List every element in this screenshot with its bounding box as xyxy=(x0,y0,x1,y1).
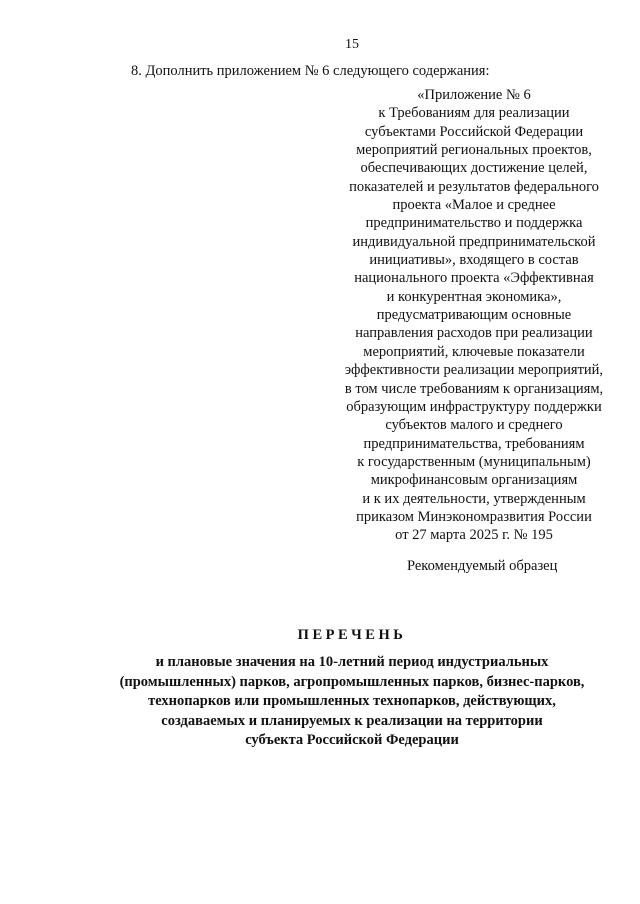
appendix-line: от 27 марта 2025 г. № 195 xyxy=(395,527,553,544)
appendix-line: направления расходов при реализации xyxy=(355,325,593,342)
appendix-line: приказом Минэкономразвития России xyxy=(356,508,592,525)
document-title: ПЕРЕЧЕНЬ xyxy=(297,627,407,643)
appendix-line: индивидуальной предпринимательской xyxy=(352,233,596,250)
appendix-line: показателей и результатов федерального xyxy=(349,178,599,195)
subtitle-line: субъекта Российской Федерации xyxy=(245,732,459,748)
page-number: 15 xyxy=(345,37,359,52)
appendix-line: мероприятий, ключевые показатели xyxy=(363,343,585,360)
subtitle-line: (промышленных) парков, агропромышленных парков, бизнес-парков, xyxy=(119,673,585,690)
appendix-line: и конкурентная экономика», xyxy=(386,288,562,305)
appendix-line: предпринимательства, требованиям xyxy=(363,435,585,452)
appendix-line: образующим инфраструктуру поддержки xyxy=(346,398,602,415)
appendix-line: мероприятий региональных проектов, xyxy=(356,142,592,159)
sample-label: Рекомендуемый образец xyxy=(407,558,558,574)
appendix-line: проекта «Малое и среднее xyxy=(392,197,556,214)
subtitle-line: технопарков или промышленных технопарков, действующих, xyxy=(148,693,556,709)
appendix-header xyxy=(336,86,612,545)
subtitle-line: создаваемых и планируемых к реализации на территории xyxy=(161,712,543,729)
appendix-line: микрофинансовым организациям xyxy=(370,472,578,489)
appendix-line: инициативы», входящего в состав xyxy=(369,252,579,269)
appendix-line: субъектами Российской Федерации xyxy=(364,123,584,140)
appendix-line: субъектов малого и среднего xyxy=(385,417,563,434)
appendix-line: к Требованиям для реализации xyxy=(378,105,570,122)
appendix-line: и к их деятельности, утвержденным xyxy=(362,490,586,507)
appendix-line: обеспечивающих достижение целей, xyxy=(360,160,588,177)
document-subtitle xyxy=(0,653,640,751)
appendix-line: предусматривающим основные xyxy=(376,307,572,324)
appendix-line: эффективности реализации мероприятий, xyxy=(344,362,604,379)
appendix-line: национального проекта «Эффективная xyxy=(354,270,594,287)
appendix-line: к государственным (муниципальным) xyxy=(357,453,591,470)
appendix-line: «Приложение № 6 xyxy=(417,87,531,103)
intro-paragraph: 8. Дополнить приложением № 6 следующего содержания: xyxy=(131,63,490,79)
subtitle-line: и плановые значения на 10-летний период индустриальных xyxy=(155,654,549,670)
appendix-line: предпринимательство и поддержка xyxy=(365,215,583,232)
appendix-line: в том числе требованиям к организациям, xyxy=(344,380,604,397)
